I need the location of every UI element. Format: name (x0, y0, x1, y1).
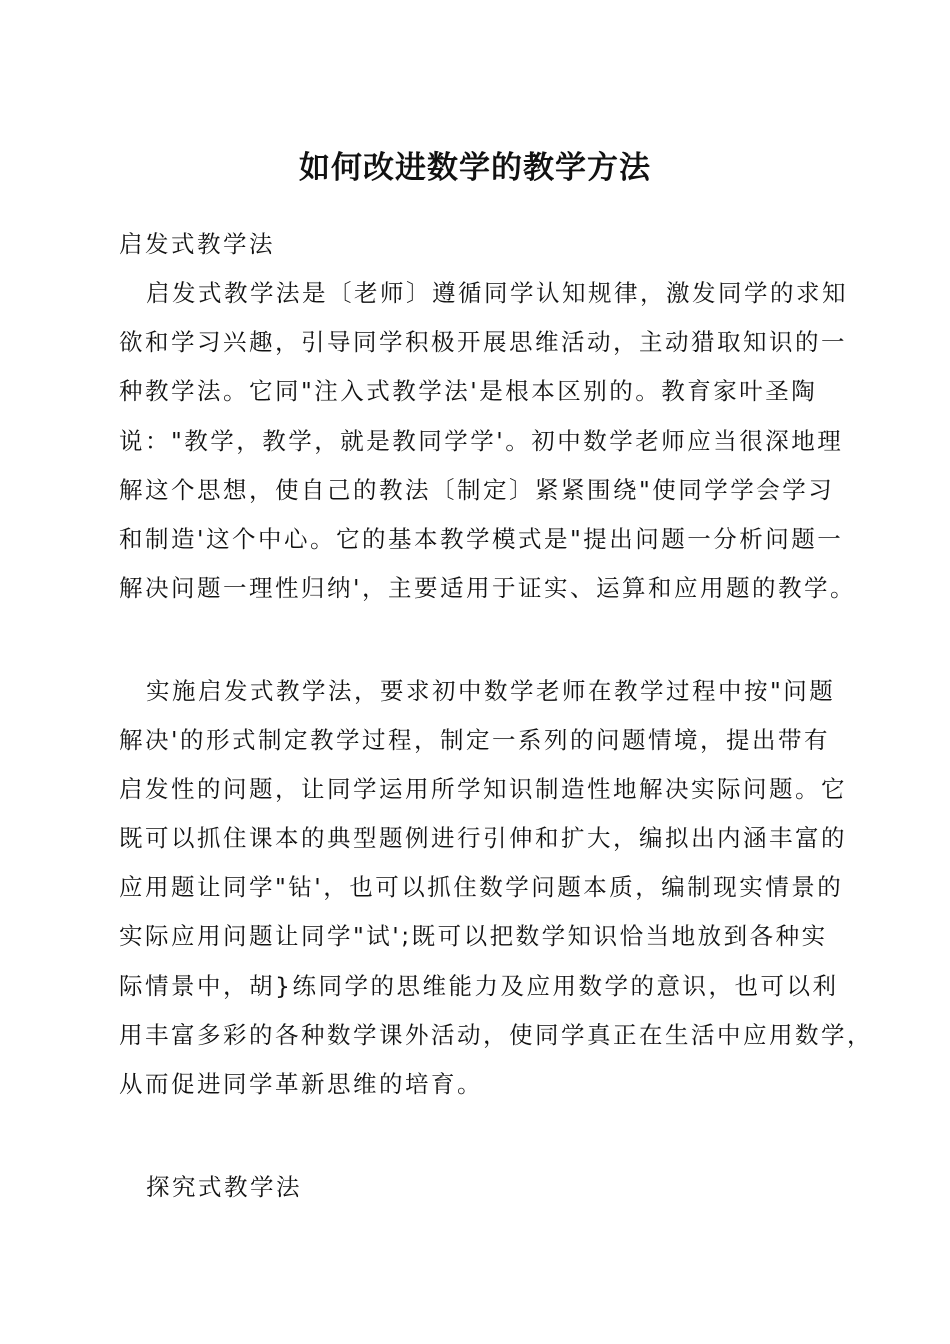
paragraph-line: 既可以抓住课本的典型题例进行引伸和扩大，编拟出内涵丰富的 (119, 824, 847, 852)
paragraph-line: 解决'的形式制定教学过程，制定一系列的问题情境，提出带有 (119, 726, 830, 754)
paragraph-line: 实际应用问题让同学"试';既可以把数学知识恰当地放到各种实 (119, 922, 828, 950)
paragraph-line: 欲和学习兴趣，引导同学积极开展思维活动，主动猎取知识的一 (119, 328, 847, 356)
paragraph-line: 际情景中，胡}练同学的思维能力及应用数学的意识，也可以利 (119, 972, 839, 1000)
paragraph-line: 启发性的问题，让同学运用所学知识制造性地解决实际问题。它 (119, 775, 847, 803)
paragraph-line: 种教学法。它同"注入式教学法'是根本区别的。教育家叶圣陶 (119, 377, 818, 405)
document-title: 如何改进数学的教学方法 (299, 150, 651, 186)
paragraph-line: 应用题让同学"钻'，也可以抓住数学问题本质，编制现实情景的 (119, 873, 844, 901)
section-heading: 探究式教学法 (146, 1173, 302, 1201)
section-heading: 启发式教学法 (119, 230, 275, 258)
paragraph-line: 从而促进同学革新思维的培育。 (119, 1070, 483, 1098)
paragraph-line: 启发式教学法是〔老师〕遵循同学认知规律，激发同学的求知 (146, 279, 848, 307)
paragraph-line: 解决问题一理性归纳'，主要适用于证实、运算和应用题的教学。 (119, 574, 856, 602)
paragraph-line: 实施启发式教学法，要求初中数学老师在教学过程中按"问题 (146, 677, 836, 705)
paragraph-line: 和制造'这个中心。它的基本教学模式是"提出问题一分析问题一 (119, 525, 844, 553)
paragraph-line: 解这个思想，使自己的教法〔制定〕紧紧围绕"使同学学会学习 (119, 476, 835, 504)
paragraph-line: 用丰富多彩的各种数学课外活动，使同学真正在生活中应用数学， (119, 1021, 873, 1049)
paragraph-line: 说："教学，教学，就是教同学学'。初中数学老师应当很深地理 (119, 427, 844, 455)
